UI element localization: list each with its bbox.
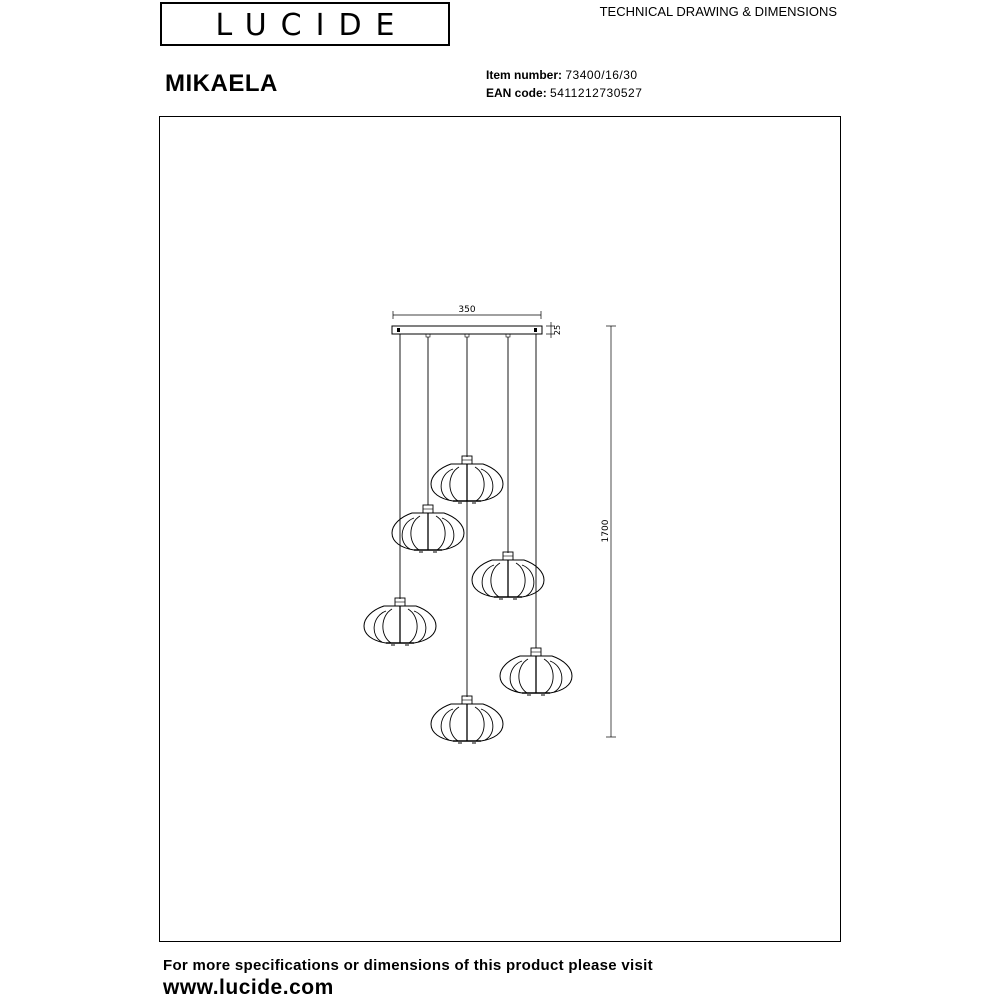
width-dimension: [393, 305, 541, 319]
pendant-shade: [431, 456, 503, 503]
total-height-dimension: [601, 326, 616, 737]
ean-code-value: 5411212730527: [550, 86, 643, 100]
brand-logo-text: LUCIDE: [215, 8, 409, 43]
item-number-row: Item number: 73400/16/30: [486, 68, 638, 82]
product-name: MIKAELA: [165, 70, 278, 97]
pendant-shade: [392, 505, 464, 552]
item-number-value: 73400/16/30: [565, 68, 638, 82]
width-dimension-label: 350: [458, 305, 476, 315]
total-height-label: 1700: [601, 519, 611, 543]
canopy-height-label: 25: [553, 324, 562, 336]
ean-code-row: EAN code: 5411212730527: [486, 86, 643, 100]
pendant-shade: [500, 648, 572, 695]
ean-code-label: EAN code: [486, 86, 543, 100]
document-type: TECHNICAL DRAWING & DIMENSIONS: [599, 4, 837, 19]
ceiling-canopy: [392, 326, 542, 334]
pendant-shade: [431, 696, 503, 743]
pendant-shade: [472, 552, 544, 599]
suspension-cables: [400, 334, 536, 697]
item-number-label: Item number: [486, 68, 559, 82]
footer-url-link[interactable]: www.lucide.com: [163, 976, 334, 999]
canopy-height-dimension: [546, 322, 562, 338]
footer-note: For more specifications or dimensions of this product please visit: [163, 957, 653, 974]
pendant-shade: [364, 598, 436, 645]
